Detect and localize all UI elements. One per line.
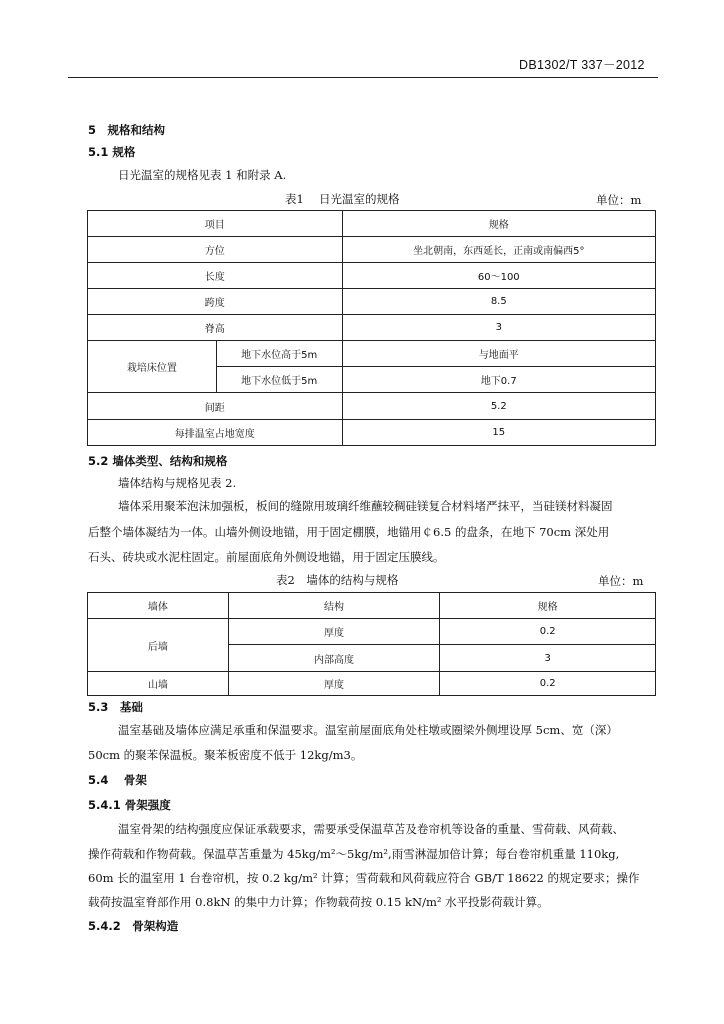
section-5-4-2-title: 5.4.2 骨架构造	[88, 919, 179, 933]
table-row	[88, 211, 656, 237]
table-cell: 后墙	[88, 619, 229, 672]
table-cell: 跨度	[88, 289, 343, 315]
section-5-4-1-line4: 载荷按温室脊部作用 0.8kN 的集中力计算；作物载荷按 0.15 kN/m² 水平投影荷载计算。	[88, 895, 549, 909]
table-row	[88, 672, 656, 696]
section-5-4-1-line3: 60m 长的温室用 1 台卷帘机，按 0.2 kg/m² 计算；雪荷载和风荷载应符合 GB/T 18622 的规定要求；操作	[88, 871, 640, 885]
table-cell: 0.2	[440, 619, 656, 645]
table-1-caption: 表1 日光温室的规格	[285, 192, 400, 206]
section-5-1-title: 5.1 规格	[88, 145, 136, 159]
table-cell: 15	[342, 420, 655, 446]
section-5-title: 5 规格和结构	[88, 123, 166, 137]
section-5-2-p2-line1: 墙体采用聚苯泡沫加强板，板间的缝隙用玻璃纤维蘸较稠硅镁复合材料堵严抹平，当硅镁材料凝固	[118, 499, 613, 513]
table-cell: 厚度	[228, 619, 440, 645]
header-rule	[68, 77, 658, 78]
table-header-cell: 项目	[88, 211, 343, 237]
table-1-unit: 单位：m	[596, 193, 642, 207]
table-header-cell: 规格	[440, 593, 656, 619]
section-5-4-1-line2: 操作荷载和作物荷载。保温草苫重量为 45kg/m²～5kg/m²,雨雪淋湿加倍计算；每台卷帘机重量 110kg,	[88, 847, 620, 861]
section-5-2-title: 5.2 墙体类型、结构和规格	[88, 454, 228, 468]
section-5-4-1-line1: 温室骨架的结构强度应保证承载要求，需要承受保温草苫及卷帘机等设备的重量、雪荷载、风荷载、	[118, 822, 624, 836]
section-5-4-1-title: 5.4.1 骨架强度	[88, 798, 171, 812]
table-cell: 0.2	[440, 672, 656, 696]
table-cell: 地下0.7	[342, 367, 655, 393]
table-cell: 3	[440, 645, 656, 672]
table-cell: 厚度	[228, 672, 440, 696]
table-header-cell: 规格	[342, 211, 655, 237]
section-5-2-p1: 墙体结构与规格见表 2.	[118, 476, 237, 490]
table-row	[88, 263, 656, 289]
table-2	[87, 592, 656, 696]
standard-code: DB1302/T 337－2012	[519, 58, 645, 72]
table-row	[88, 341, 656, 367]
section-5-1-text: 日光温室的规格见表 1 和附录 A.	[118, 168, 287, 182]
section-5-4-title: 5.4 骨架	[88, 773, 147, 787]
table-row	[88, 289, 656, 315]
table-cell: 脊高	[88, 315, 343, 341]
table-2-unit: 单位：m	[598, 574, 644, 588]
table-cell: 5.2	[342, 393, 655, 420]
table-row	[88, 237, 656, 263]
table-cell: 地下水位高于5m	[216, 341, 342, 367]
table-cell: 与地面平	[342, 341, 655, 367]
section-5-2-p2-line2: 后整个墙体凝结为一体。山墙外侧设地锚，用于固定棚膜，地锚用￠6.5 的盘条，在地下 70cm 深处用	[88, 525, 610, 539]
table-cell: 3	[342, 315, 655, 341]
table-cell: 地下水位低于5m	[216, 367, 342, 393]
table-cell: 内部高度	[228, 645, 440, 672]
table-cell: 间距	[88, 393, 343, 420]
table-cell: 60～100	[342, 263, 655, 289]
table-cell: 每排温室占地宽度	[88, 420, 343, 446]
table-cell: 方位	[88, 237, 343, 263]
table-cell: 长度	[88, 263, 343, 289]
section-5-2-p2-line3: 石头、砖块或水泥柱固定。前屋面底角外侧设地锚，用于固定压膜线。	[88, 550, 445, 564]
section-5-3-line1: 温室基础及墙体应满足承重和保温要求。温室前屋面底角处柱墩或圈梁外侧埋设厚 5cm、宽（深）	[118, 723, 618, 737]
section-5-3-line2: 50cm 的聚苯保温板。聚苯板密度不低于 12kg/m3。	[88, 748, 363, 762]
table-header-cell: 结构	[228, 593, 440, 619]
table-cell: 栽培床位置	[88, 341, 217, 393]
table-header-cell: 墙体	[88, 593, 229, 619]
table-row	[88, 315, 656, 341]
table-row	[88, 593, 656, 619]
table-row	[88, 420, 656, 446]
section-5-3-title: 5.3 基础	[88, 700, 143, 714]
table-cell: 8.5	[342, 289, 655, 315]
table-cell: 坐北朝南，东西延长，正南或南偏西5°	[342, 237, 655, 263]
table-2-caption: 表2 墙体的结构与规格	[276, 573, 399, 587]
table-cell: 山墙	[88, 672, 229, 696]
table-row	[88, 619, 656, 645]
table-row	[88, 393, 656, 420]
table-1	[87, 210, 656, 446]
